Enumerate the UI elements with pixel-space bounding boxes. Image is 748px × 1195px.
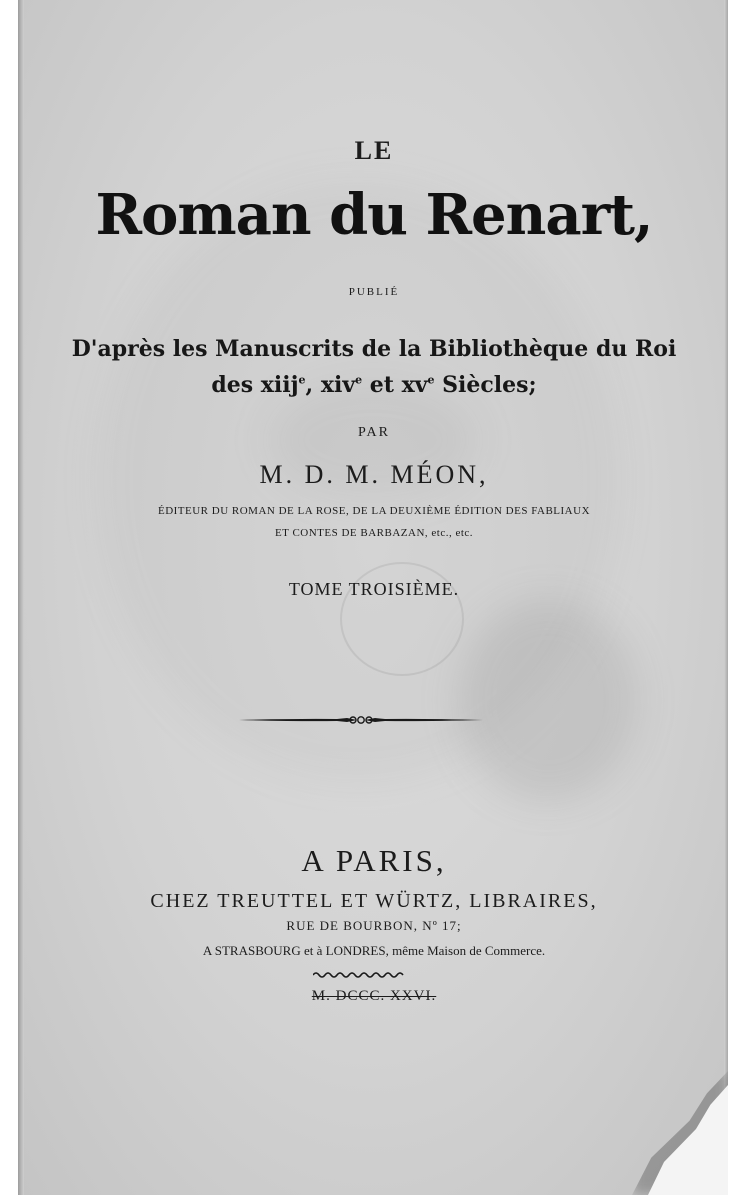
imprint-publisher: CHEZ TREUTTEL ET WÜRTZ, LIBRAIRES, xyxy=(150,890,598,912)
torn-corner xyxy=(648,1085,728,1195)
ornamental-rule xyxy=(237,712,485,728)
subtitle-line-1: D'après les Manuscrits de la Bibliothèque du Roi xyxy=(71,336,677,362)
wavy-rule xyxy=(313,970,405,980)
subtitle-text: Siècles; xyxy=(434,372,537,398)
book-title: Roman du Renart, xyxy=(95,182,653,248)
superscript: e xyxy=(298,373,306,387)
volume-label: TOME TROISIÈME. xyxy=(288,579,460,599)
subtitle-line-2 xyxy=(0,372,748,398)
paper-stain xyxy=(458,600,638,800)
imprint-date: M. DCCC. XXVI. xyxy=(311,988,437,1004)
author-credits-line-2: ET CONTES DE BARBAZAN, etc., etc. xyxy=(274,527,474,539)
superscript: e xyxy=(355,373,363,387)
author-name: M. D. M. MÉON, xyxy=(259,460,489,489)
title-article: LE xyxy=(354,136,394,165)
imprint-branches: A STRASBOURG et à LONDRES, même Maison de Commerce. xyxy=(202,943,546,958)
imprint-address: RUE DE BOURBON, Nº 17; xyxy=(286,918,462,933)
superscript: e xyxy=(427,373,435,387)
author-credits-line-1: ÉDITEUR DU ROMAN DE LA ROSE, DE LA DEUXIÈME ÉDITION DES FABLIAUX xyxy=(157,505,591,517)
subtitle-text: , xiv xyxy=(305,372,356,398)
published-label: PUBLIÉ xyxy=(348,286,400,298)
imprint-city: A PARIS, xyxy=(301,843,447,878)
by-label: PAR xyxy=(358,425,390,440)
subtitle-text: des xiij xyxy=(211,372,299,398)
subtitle-text: et xv xyxy=(362,372,428,398)
